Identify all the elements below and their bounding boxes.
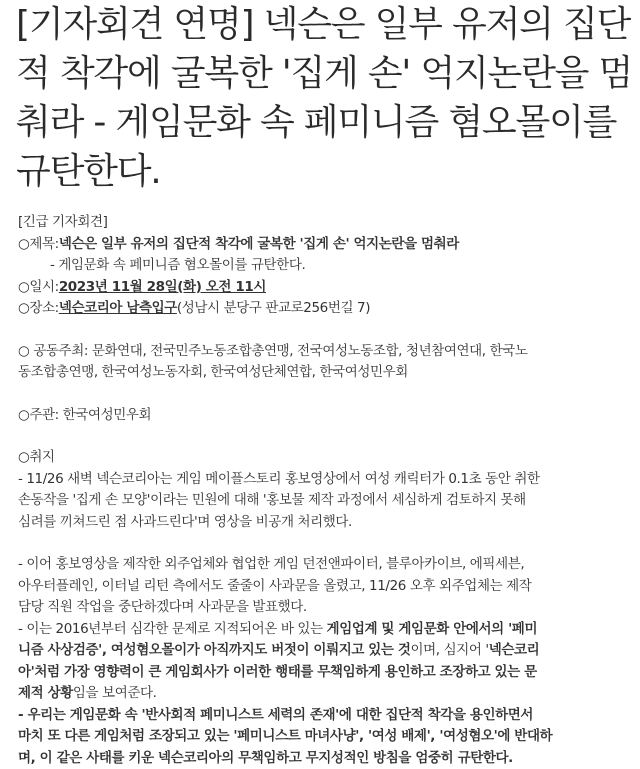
paragraph-line: 며, 이 같은 사태를 키운 넥슨코리아의 무책임하고 무지성적인 방침을 엄중히 규탄한다. (18, 748, 630, 769)
text-run-bold: 반사회적 페미니스트 세력의 존재 (145, 707, 335, 723)
paragraph-line: 아'처럼 가장 영향력이 큰 게임회사가 이러한 행태를 무책임하게 용인하고 조장하고 있는 문 (18, 662, 630, 684)
place-line (18, 298, 630, 320)
text-run: 이며, 심지어 ' (411, 642, 489, 658)
paragraph-line: 심려를 끼쳐드린 점 사과드린다'며 영상을 비공개 처리했다. (18, 512, 630, 534)
text-run-bold: 게임업계 및 게임문화 안에서의 '페미 (327, 621, 538, 637)
text-run-bold: - 우리는 게임문화 속 ' (18, 707, 145, 723)
paragraph-line (18, 619, 630, 641)
subject-sub: - 게임문화 속 페미니즘 혐오몰이를 규탄한다. (18, 255, 630, 277)
title-line: 규탄한다. (16, 147, 632, 196)
date-value: 2023년 11월 28일(화) 오전 11시 (59, 279, 266, 295)
paragraph-line: 손동작을 '집게 손 모양'이라는 민원에 대해 '홍보물 제작 과정에서 세심하게 검토하지 못해 (18, 490, 630, 512)
purpose-label: ○취지 (18, 447, 630, 469)
paragraph-line: 아우터플레인, 이터널 리턴 측에서도 줄줄이 사과문을 올렸고, 11/26 오후 외주업체는 제작 (18, 576, 630, 598)
text-run: 임을 보여준다. (73, 685, 157, 701)
title-line: 춰라 - 게임문화 속 페미니즘 혐오몰이를 (16, 98, 632, 147)
text-run-bold: '에 대한 집단적 착각을 용인하면서 (335, 707, 533, 723)
paragraph-line (18, 705, 630, 727)
paragraph-line (18, 683, 630, 705)
text-run-bold: 제적 상황 (18, 685, 73, 701)
press-header: [긴급 기자회견] (18, 212, 630, 234)
text-run-bold: 넥슨코리 (489, 642, 540, 658)
text-run: - 이는 2016년부터 심각한 문제로 지적되어온 바 있는 (18, 621, 327, 637)
date-line (18, 277, 630, 299)
title-line: 적 착각에 굴복한 '집게 손' 억지논란을 멈 (16, 49, 632, 98)
paragraph-line: 담당 직원 작업을 중단하겠다며 사과문을 발표했다. (18, 597, 630, 619)
paragraph-line: - 이어 홍보영상을 제작한 외주업체와 협업한 게임 던전앤파이터, 블루아카이브, 에픽세븐, (18, 554, 630, 576)
cohost-line: 동조합총연맹, 한국여성노동자회, 한국여성단체연합, 한국여성민우회 (18, 362, 630, 384)
place-value: 넥슨코리아 남측입구 (59, 300, 177, 316)
subject-line (18, 234, 630, 256)
subject-label: ○제목: (18, 236, 59, 252)
paragraph-line: - 11/26 새벽 넥슨코리아는 게임 메이플스토리 홍보영상에서 여성 캐릭터가 0.1초 동안 취한 (18, 469, 630, 491)
organizer-line: ○주관: 한국여성민우회 (18, 405, 630, 427)
title-line: [기자회견 연명] 넥슨은 일부 유저의 집단 (16, 0, 632, 49)
paragraph-line (18, 640, 630, 662)
cohost-line: ○ 공동주최: 문화연대, 전국민주노동조합총연맹, 전국여성노동조합, 청년참여연대, 한국노 (18, 341, 630, 363)
article-body (18, 212, 630, 769)
date-label: ○일시: (18, 279, 59, 295)
subject-main: 넥슨은 일부 유저의 집단적 착각에 굴복한 '집게 손' 억지논란을 멈춰라 (59, 236, 459, 252)
paragraph-line: 마치 또 다른 게임처럼 조장되고 있는 '페미니스트 마녀사냥', '여성 배제', '여성혐오'에 반대하 (18, 726, 630, 748)
article-title (16, 0, 632, 196)
text-run-bold: 니즘 사상검증', 여성혐오몰이가 아직까지도 버젓이 이뤄지고 있는 것 (18, 642, 411, 658)
place-address: (성남시 분당구 판교로256번길 7) (177, 300, 370, 316)
place-label: ○장소: (18, 300, 59, 316)
